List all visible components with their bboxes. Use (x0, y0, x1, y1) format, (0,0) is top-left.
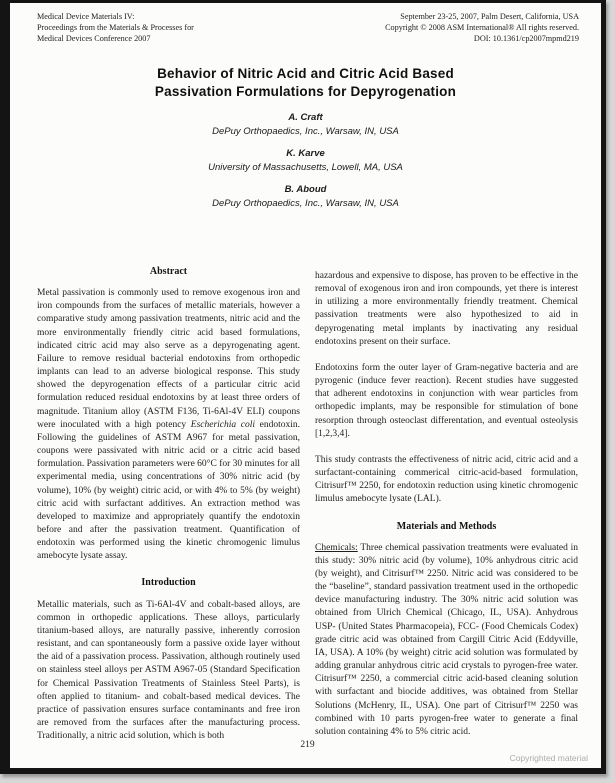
chemicals-label: Chemicals: (315, 542, 358, 553)
author-entry (10, 112, 601, 138)
chemicals-text: Three chemical passivation treatments were evaluated in this study: 30% nitric acid (by volume), 10% anhydrous citric acid (by weight), and Citrisurf™ 2250. Nitric acid was considered to be the “baseline”, standard passivation treatment used in the orthopedic device manufacturing industry. The 30% nitric acid solution was obtained from Ulrich Chemical (Chicago, IL, USA). Anhydrous USP- (United States Pharmacopeia), FCC- (Food Chemicals Codex) grade citric acid was obtained from Cargill Citric Acid (Eddyville, IA, USA). A 10% (by weight) citric acid solution was formulated by adding granular anhydrous citric acid crystals to pyrogen-free water. Citrisurf™ 2250, a commercial citric acid-based cleaning solution with surfactant and biocide additives, was obtained from Stellar Solutions (McHenry, IL, USA). One part of Citrisurf™ 2250 was combined with 10 parts pyrogen-free water to generate a final solution containing 4% to 5% citric acid. (315, 542, 578, 737)
abstract-text: Metal passivation is commonly used to remove exogenous iron and iron compounds from the surfaces of metallic materials, however a comparative study among passivation treatments, nitric acid and the more environmentally friendly citric acid based formulations, indicated citric acid may also serve as a depyrogenating agent. Failure to remove residual bacterial endotoxins from orthopedic implants can lead to an adverse biological response. This study showed the depyrogenation effects of a particular citric acid formulation reduced residual endotoxins by at least three orders of magnitude. Titanium alloy (ASTM F136, Ti-6Al-4V ELI) coupons were inoculated with a high potency (37, 288, 300, 430)
species-name-italic: Escherichia coli (190, 419, 256, 430)
author-name: K. Karve (286, 148, 325, 159)
proceedings-line: Proceedings from the Materials & Processes for (37, 22, 194, 32)
chemicals-paragraph (315, 542, 578, 739)
abstract-heading: Abstract (149, 266, 188, 277)
conference-date-location: September 23-25, 2007, Palm Desert, California, USA (400, 12, 579, 21)
paper-title-line2: Passivation Formulations for Depyrogenation (154, 84, 457, 99)
proceedings-info (37, 12, 194, 44)
paper-title (10, 65, 601, 101)
copyrighted-material-watermark: Copyrighted material (509, 753, 588, 763)
abstract-text: endotoxin. Following the guidelines of ASTM A967 for metal passivation, coupons were passivated with nitric acid or a citric acid based formulation. Passivation parameters were 60°C for 30 minutes for all experimental media, using concentrations of 30% nitric acid (by volume), 10% (by weight) citric acid, or with 4% to 5% (by weight) citric acid with surfactant additives. An extraction method was developed to maximize and appropriately quantify the endotoxin before and after the passivation treatment. Quantification of endotoxin was performed using the kinetic chromogenic limulus amebocyte lysate assay. (37, 419, 300, 562)
materials-methods-heading: Materials and Methods (396, 520, 497, 532)
author-name: A. Craft (288, 112, 323, 123)
author-affiliation: University of Massachusetts, Lowell, MA, USA (208, 162, 403, 173)
proceedings-line: Medical Devices Conference 2007 (37, 33, 151, 43)
author-affiliation: DePuy Orthopaedics, Inc., Warsaw, IN, USA (212, 126, 399, 137)
author-entry (10, 184, 601, 210)
doi-line: DOI: 10.1361/cp2007mpmd219 (473, 33, 579, 43)
body-paragraph: hazardous and expensive to dispose, has proven to be effective in the removal of exogenous iron and iron compounds, yet there is interest in utilizing a more environmentally friendly treatment. Chemical passivation treatments were also hypothesized to aid in depyrogenating metal implants by inactivating any residual endotoxins present on their surface. (315, 271, 578, 347)
proceedings-line: Medical Device Materials IV: (37, 12, 135, 21)
body-paragraph: Endotoxins form the outer layer of Gram-negative bacteria and are pyrogenic (induce fever reaction). Recent studies have suggested that adherent endotoxins in conjunction with wear particles from orthopedic implants, may be responsible for stimulation of bone resorption through osteoclast differentation, and eventual osteolysis [1,2,3,4]. (315, 362, 578, 439)
abstract-paragraph (37, 287, 300, 563)
copyright-info (385, 12, 579, 44)
author-name: B. Aboud (284, 184, 327, 195)
introduction-paragraph: Metallic materials, such as Ti-6Al-4V and cobalt-based alloys, are common in orthopedic applications. These alloys, particularly titanium-based alloys, are naturally passive, inherently corrosion resistant, and can spontaneously form a passive oxide layer without the aid of a passivation process. Passivation, although routinely used on stainless steel alloys per ASTM A967-05 (Standard Specification for Chemical Passivation Treatments of Stainless Steel Parts), is often applied to titanium- and cobalt-based medical devices. The practice of passivation ensures surface contaminants and free iron are removed from the surfaces after the manufacturing process. Traditionally, a nitric acid solution, which is both (37, 599, 300, 742)
introduction-heading: Introduction (141, 577, 196, 589)
paper-title-line1: Behavior of Nitric Acid and Citric Acid Based (157, 66, 454, 81)
body-paragraph: This study contrasts the effectiveness of nitric acid, citric acid and a surfactant-containing commerical citric-acid-based formulation, Citrisurf™ 2250, for endotoxin reduction using kinetic chromogenic limulus amebocyte lysate (LAL). (315, 454, 578, 505)
author-entry (10, 148, 601, 174)
running-header (37, 12, 579, 44)
two-column-body (37, 265, 578, 743)
author-affiliation: DePuy Orthopaedics, Inc., Warsaw, IN, USA (212, 198, 399, 209)
page-content (10, 3, 601, 768)
author-list (10, 112, 601, 220)
right-column (315, 265, 578, 743)
left-column (37, 265, 300, 743)
copyright-line: Copyright © 2008 ASM International® All rights reserved. (385, 22, 579, 32)
page-number: 219 (300, 740, 315, 750)
